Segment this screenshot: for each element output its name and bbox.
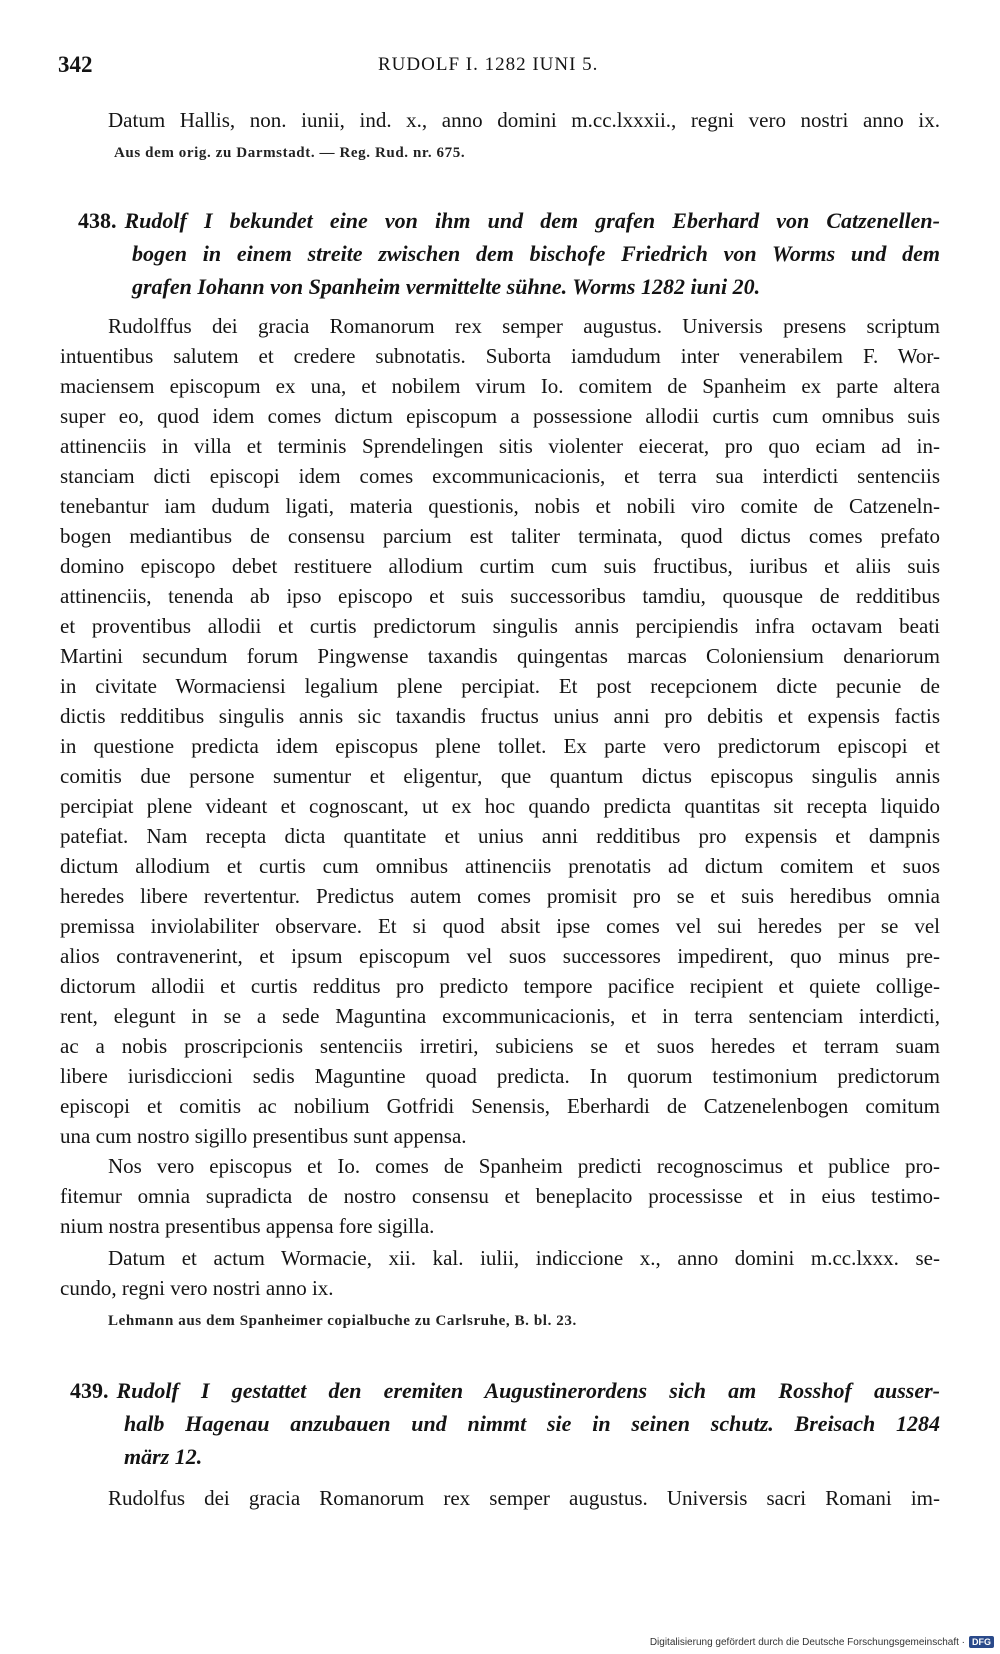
body-line: fitemur omnia supradicta de nostro consensu et beneplacito processisse et in eius testimo-	[60, 1184, 940, 1208]
doc438-number: 438.	[78, 208, 117, 233]
doc438-heading-text-1: Rudolf I bekundet eine von ihm und dem grafen Eberhard von Catzenellen-	[124, 208, 940, 233]
digitization-credit	[650, 1636, 994, 1648]
doc439-body-line: Rudolfus dei gracia Romanorum rex semper augustus. Universis sacri Romani im-	[108, 1486, 940, 1510]
prev-source-note: Aus dem orig. zu Darmstadt. — Reg. Rud. nr. 675.	[114, 145, 466, 161]
prev-datum-line: Datum Hallis, non. iunii, ind. x., anno domini m.cc.lxxxii., regni vero nostri anno ix.	[108, 108, 940, 132]
body-line: Martini secundum forum Pingwense taxandis quingentas marcas Coloniensium denariorum	[60, 644, 940, 668]
doc438-heading-line-3: grafen Iohann von Spanheim vermittelte sühne. Worms 1282 iuni 20.	[132, 274, 761, 299]
body-line: ac a nobis proscripcionis sentenciis irretiri, subiciens se et suos heredes et terram suam	[60, 1034, 940, 1058]
doc438-heading-line-2: bogen in einem streite zwischen dem bischofe Friedrich von Worms und dem	[132, 241, 940, 266]
body-line: Nos vero episcopus et Io. comes de Spanheim predicti recognoscimus et publice pro-	[108, 1154, 940, 1178]
body-line: stanciam dicti episcopi idem comes excommunicacionis, et terra sua interdicti sentenciis	[60, 464, 940, 488]
body-line: dictorum allodii et curtis redditus pro predicto tempore pacifice recipient et quiete collige-	[60, 974, 940, 998]
body-line: intuentibus salutem et credere subnotatis. Suborta iamdudum inter venerabilem F. Wor-	[60, 344, 940, 368]
body-line: Rudolffus dei gracia Romanorum rex semper augustus. Universis presens scriptum	[108, 314, 940, 338]
body-line: attinenciis, tenenda ab ipso episcopo et suis successoribus tamdiu, quousque de redditibus	[60, 584, 940, 608]
body-line: nium nostra presentibus appensa fore sigilla.	[60, 1214, 435, 1238]
page-number: 342	[58, 52, 93, 77]
body-line: heredes libere revertentur. Predictus autem comes promisit pro se et suis heredibus omnia	[60, 884, 940, 908]
datum-line: Datum et actum Wormacie, xii. kal. iulii, indiccione x., anno domini m.cc.lxxx. se-	[108, 1246, 940, 1270]
page-header	[58, 52, 940, 86]
doc438-heading-line-1	[78, 204, 940, 237]
body-line: alios contravenerint, et ipsum episcopum vel suos successores impedirent, quo minus pre-	[60, 944, 940, 968]
body-line: tenebantur iam dudum ligati, materia questionis, nobis et nobili viro comite de Catzeneln-	[60, 494, 940, 518]
datum-line: cundo, regni vero nostri anno ix.	[60, 1276, 334, 1300]
body-line: super eo, quod idem comes dictum episcopum a possessione allodii curtis cum omnibus suis	[60, 404, 940, 428]
body-line: in questione predicta idem episcopus plene tollet. Ex parte vero predictorum episcopi et	[60, 734, 940, 758]
credit-text: Digitalisierung gefördert durch die Deutsche Forschungsgemeinschaft ·	[649, 1636, 965, 1648]
body-line: in civitate Wormaciensi legalium plene percipiat. Et post recepcionem dicte pecunie de	[60, 674, 940, 698]
body-line: maciensem episcopum ex una, et nobilem virum Io. comitem de Spanheim ex parte altera	[60, 374, 940, 398]
doc439-heading-line-3: märz 12.	[124, 1444, 203, 1469]
body-line: una cum nostro sigillo presentibus sunt appensa.	[60, 1124, 467, 1148]
body-line: patefiat. Nam recepta dicta quantitate et unius anni redditibus pro expensis et dampnis	[60, 824, 940, 848]
body-line: dictis redditibus singulis annis sic taxandis fructus unius anni pro debitis et expensis factis	[60, 704, 940, 728]
body-line: premissa inviolabiliter observare. Et si quod absit ipse comes vel sui heredes per se vel	[60, 914, 940, 938]
dfg-logo: DFG	[969, 1636, 994, 1648]
body-line: rent, elegunt in se a sede Maguntina excommunicacionis, et in terra sentenciam interdicti,	[60, 1004, 940, 1028]
doc439-heading-line-1	[70, 1374, 940, 1407]
body-line: comitis due persone sumentur et eligentur, que quantum dictus episcopus singulis annis	[60, 764, 940, 788]
body-line: libere iurisdiccioni sedis Maguntine quoad predicta. In quorum testimonium predictorum	[60, 1064, 940, 1088]
running-title: RUDOLF I. 1282 IUNI 5.	[378, 54, 599, 75]
doc439-number: 439.	[70, 1378, 109, 1403]
body-line: percipiat plene videant et cognoscant, ut ex hoc quando predicta quantitas sit recepta liquido	[60, 794, 940, 818]
body-line: attinenciis in villa et terminis Sprendelingen sitis violenter eiecerat, pro quo eciam ad in-	[60, 434, 940, 458]
doc439-heading-text-1: Rudolf I gestattet den eremiten Augustinerordens sich am Rosshof ausser-	[116, 1378, 940, 1403]
doc438-source-note: Lehmann aus dem Spanheimer copialbuche zu Carlsruhe, B. bl. 23.	[108, 1313, 577, 1329]
body-line: et proventibus allodii et curtis predictorum singulis annis percipiendis infra octavam beati	[60, 614, 940, 638]
body-line: bogen mediantibus de consensu parcium est taliter terminata, quod dictus comes prefato	[60, 524, 940, 548]
doc439-heading-line-2: halb Hagenau anzubauen und nimmt sie in seinen schutz. Breisach 1284	[124, 1411, 940, 1436]
body-line: domino episcopo debet restituere allodium curtim cum suis fructibus, iuribus et aliis suis	[60, 554, 940, 578]
body-line: episcopi et comitis ac nobilium Gotfridi Senensis, Eberhardi de Catzenelenbogen comitum	[60, 1094, 940, 1118]
body-line: dictum allodium et curtis cum omnibus attinenciis prenotatis ad dictum comitem et suos	[60, 854, 940, 878]
